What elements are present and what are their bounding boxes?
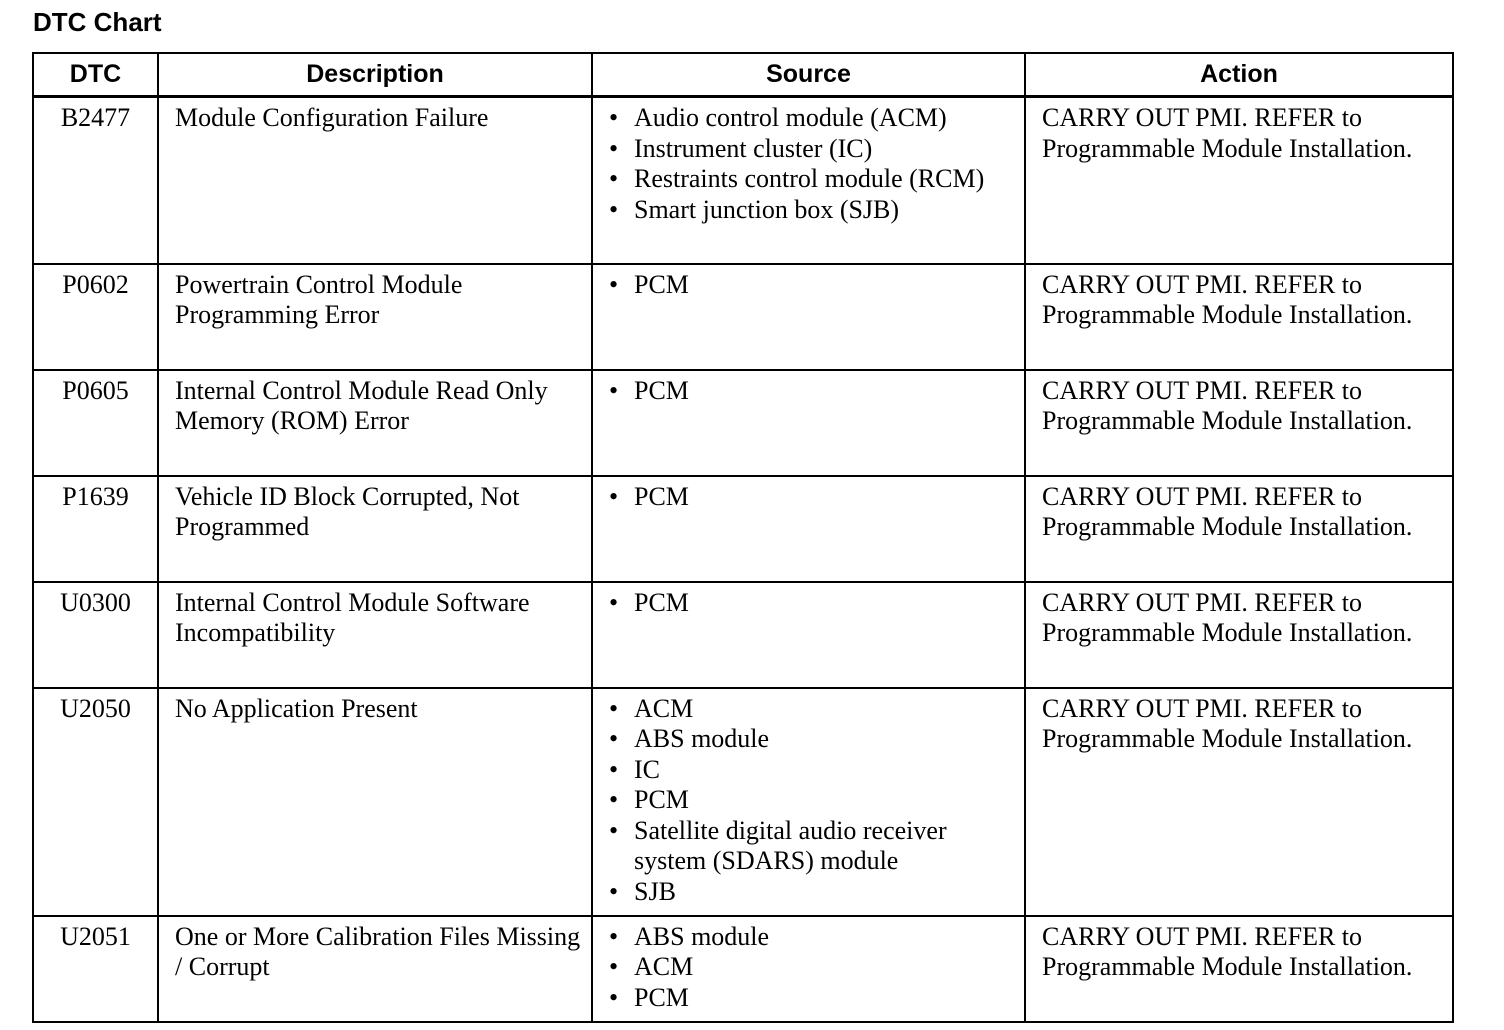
dtc-code: P0605 [33, 370, 158, 476]
source-item: • ABS module [609, 724, 1016, 755]
table-row [33, 476, 1453, 582]
source-item: • PCM [609, 270, 1016, 301]
source-item: • Smart junction box (SJB) [609, 195, 1016, 226]
source-item: • Instrument cluster (IC) [609, 134, 1016, 165]
table-row [33, 264, 1453, 370]
dtc-code: B2477 [33, 97, 158, 264]
source-list [609, 103, 1016, 225]
table-row [33, 582, 1453, 688]
dtc-source [592, 370, 1025, 476]
dtc-action: CARRY OUT PMI. REFER to Programmable Module Installation. [1025, 582, 1453, 688]
dtc-description: Module Configuration Failure [158, 97, 592, 264]
table-body [33, 97, 1453, 1022]
dtc-description: Powertrain Control Module Programming Error [158, 264, 592, 370]
source-list [609, 270, 1016, 301]
table-row [33, 97, 1453, 264]
source-list [609, 922, 1016, 1014]
source-list [609, 376, 1016, 407]
dtc-source [592, 476, 1025, 582]
source-item: • SJB [609, 877, 1016, 908]
source-item: • PCM [609, 588, 1016, 619]
table-row [33, 688, 1453, 916]
dtc-code: U2051 [33, 916, 158, 1022]
dtc-code: U2050 [33, 688, 158, 916]
dtc-description: Internal Control Module Software Incompatibility [158, 582, 592, 688]
source-item: • PCM [609, 376, 1016, 407]
source-item: • PCM [609, 785, 1016, 816]
dtc-description: One or More Calibration Files Missing / Corrupt [158, 916, 592, 1022]
header-description: Description [158, 53, 592, 97]
dtc-action: CARRY OUT PMI. REFER to Programmable Module Installation. [1025, 476, 1453, 582]
header-source: Source [592, 53, 1025, 97]
dtc-code: P1639 [33, 476, 158, 582]
dtc-action: CARRY OUT PMI. REFER to Programmable Module Installation. [1025, 916, 1453, 1022]
header-action: Action [1025, 53, 1453, 97]
dtc-action: CARRY OUT PMI. REFER to Programmable Module Installation. [1025, 370, 1453, 476]
source-item: • PCM [609, 983, 1016, 1014]
table-row [33, 370, 1453, 476]
source-item: • Audio control module (ACM) [609, 103, 1016, 134]
source-item: • IC [609, 755, 1016, 786]
table-row [33, 916, 1453, 1022]
dtc-code: U0300 [33, 582, 158, 688]
source-item: • ABS module [609, 922, 1016, 953]
source-item: • Satellite digital audio receiver system (SDARS) module [609, 816, 1016, 877]
header-dtc: DTC [33, 53, 158, 97]
source-item: • ACM [609, 952, 1016, 983]
dtc-table [32, 52, 1454, 1023]
header-row [33, 53, 1453, 97]
dtc-description: No Application Present [158, 688, 592, 916]
dtc-action: CARRY OUT PMI. REFER to Programmable Module Installation. [1025, 688, 1453, 916]
dtc-source [592, 264, 1025, 370]
dtc-code: P0602 [33, 264, 158, 370]
dtc-source [592, 916, 1025, 1022]
dtc-source [592, 582, 1025, 688]
source-list [609, 694, 1016, 908]
source-item: • ACM [609, 694, 1016, 725]
page-title: DTC Chart [33, 7, 162, 37]
dtc-description: Internal Control Module Read Only Memory (ROM) Error [158, 370, 592, 476]
source-list [609, 588, 1016, 619]
dtc-action: CARRY OUT PMI. REFER to Programmable Module Installation. [1025, 97, 1453, 264]
dtc-source [592, 688, 1025, 916]
dtc-action: CARRY OUT PMI. REFER to Programmable Module Installation. [1025, 264, 1453, 370]
source-item: • Restraints control module (RCM) [609, 164, 1016, 195]
source-list [609, 482, 1016, 513]
source-item: • PCM [609, 482, 1016, 513]
dtc-source [592, 97, 1025, 264]
dtc-description: Vehicle ID Block Corrupted, Not Programmed [158, 476, 592, 582]
